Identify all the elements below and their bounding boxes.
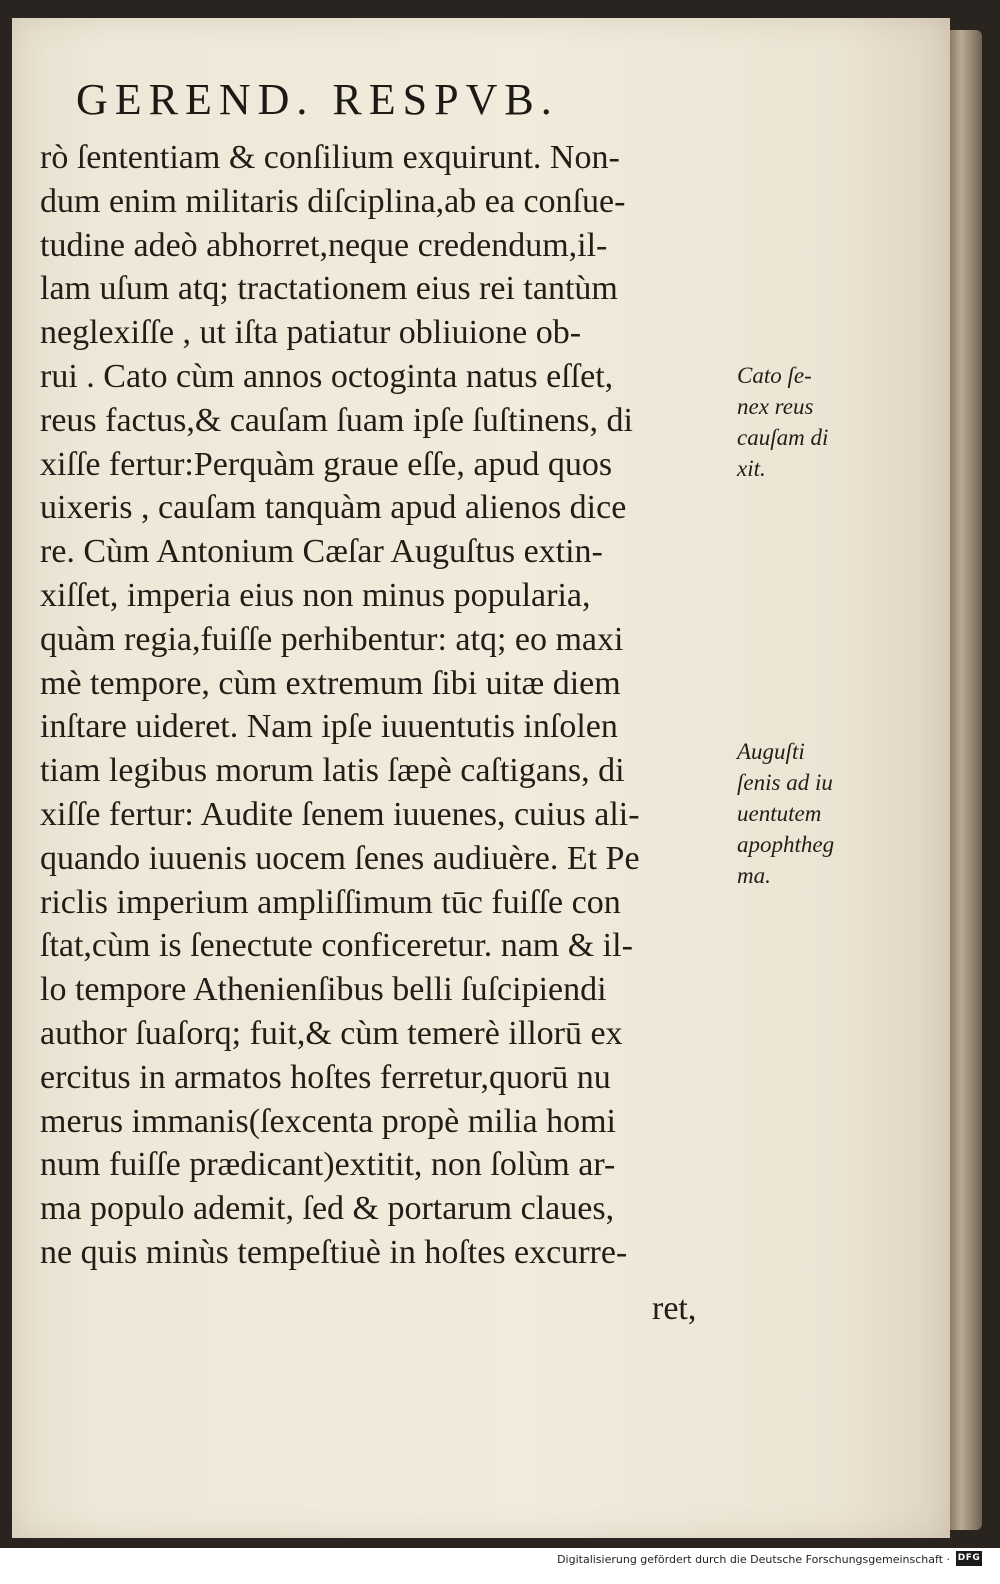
dfg-logo: DFG: [956, 1551, 982, 1566]
marginal-note-line: nex reus: [737, 394, 814, 419]
marginal-note-line: xit.: [737, 456, 766, 481]
main-text-block: [40, 136, 730, 1275]
text-line: reus factus,& cauſam ſuam ipſe ſuſtinens, di: [40, 401, 633, 439]
text-line: inſtare uideret. Nam ipſe iuuentutis inſolen: [40, 708, 618, 746]
marginal-note-line: cauſam di: [737, 425, 829, 450]
running-head: GEREND. RESPVB.: [76, 75, 559, 124]
text-line: dum enim militaris diſciplina,ab ea conſue-: [40, 182, 626, 220]
text-line: uixeris , cauſam tanquàm apud alienos dice: [40, 489, 627, 527]
text-line: xiſſe fertur:Perquàm graue eſſe, apud quos: [40, 445, 613, 483]
text-line: rò ſententiam & conſilium exquirunt. Non-: [40, 139, 620, 176]
marginal-note-line: apophtheg: [737, 832, 835, 857]
text-line: xiſſe fertur: Audite ſenem iuuenes, cuius ali-: [40, 795, 640, 833]
text-line: quàm regia,fuiſſe perhibentur: atq; eo maxi: [40, 620, 624, 658]
text-line: re. Cùm Antonium Cæſar Auguſtus extin-: [40, 533, 603, 571]
catchword: ret,: [652, 1290, 697, 1327]
text-line: ſtat,cùm is ſenectute conficeretur. nam & il-: [40, 927, 633, 965]
text-line: ma populo ademit, ſed & portarum claues,: [40, 1190, 615, 1228]
marginal-note-line: ſenis ad iu: [737, 770, 833, 795]
text-line: rui . Cato cùm annos octoginta natus eſſet,: [40, 357, 614, 395]
marginal-note-line: uentutem: [737, 801, 822, 826]
funding-credit: Digitalisierung gefördert durch die Deutsche Forschungsgemeinschaft ·: [557, 1553, 950, 1566]
text-line: tudine adeò abhorret,neque credendum,il-: [40, 226, 608, 264]
text-line: xiſſet, imperia eius non minus popularia,: [40, 576, 591, 614]
marginal-note-augustus: [737, 736, 834, 891]
text-line: merus immanis(ſexcenta propè milia homi: [40, 1102, 616, 1140]
text-line: author ſuaſorq; fuit,& cùm temerè illorū ex: [40, 1014, 623, 1052]
marginal-note-line: Auguſti: [737, 739, 805, 764]
text-line: lo tempore Athenienſibus belli ſuſcipiendi: [40, 971, 607, 1009]
text-line: lam uſum atq; tractationem eius rei tantùm: [40, 270, 618, 308]
text-line: mè tempore, cùm extremum ſibi uitæ diem: [40, 664, 621, 702]
text-line: tiam legibus morum latis ſæpè caſtigans, di: [40, 752, 625, 790]
marginal-note-cato: [737, 360, 828, 484]
text-line: neglexiſſe , ut iſta patiatur obliuione ob-: [40, 314, 582, 352]
text-line: riclis imperium ampliſſimum tūc fuiſſe con: [40, 883, 621, 921]
marginal-note-line: Cato ſe-: [737, 363, 812, 388]
text-line: ne quis minùs tempeſtiuè in hoſtes excurre-: [40, 1233, 628, 1271]
marginal-note-line: ma.: [737, 863, 771, 888]
text-line: quando iuuenis uocem ſenes audiuère. Et Pe: [40, 839, 640, 877]
text-line: num fuiſſe prædicant)extitit, non ſolùm ar-: [40, 1146, 616, 1184]
text-line: ercitus in armatos hoſtes ferretur,quorū nu: [40, 1058, 611, 1096]
page-edge: [950, 30, 982, 1530]
